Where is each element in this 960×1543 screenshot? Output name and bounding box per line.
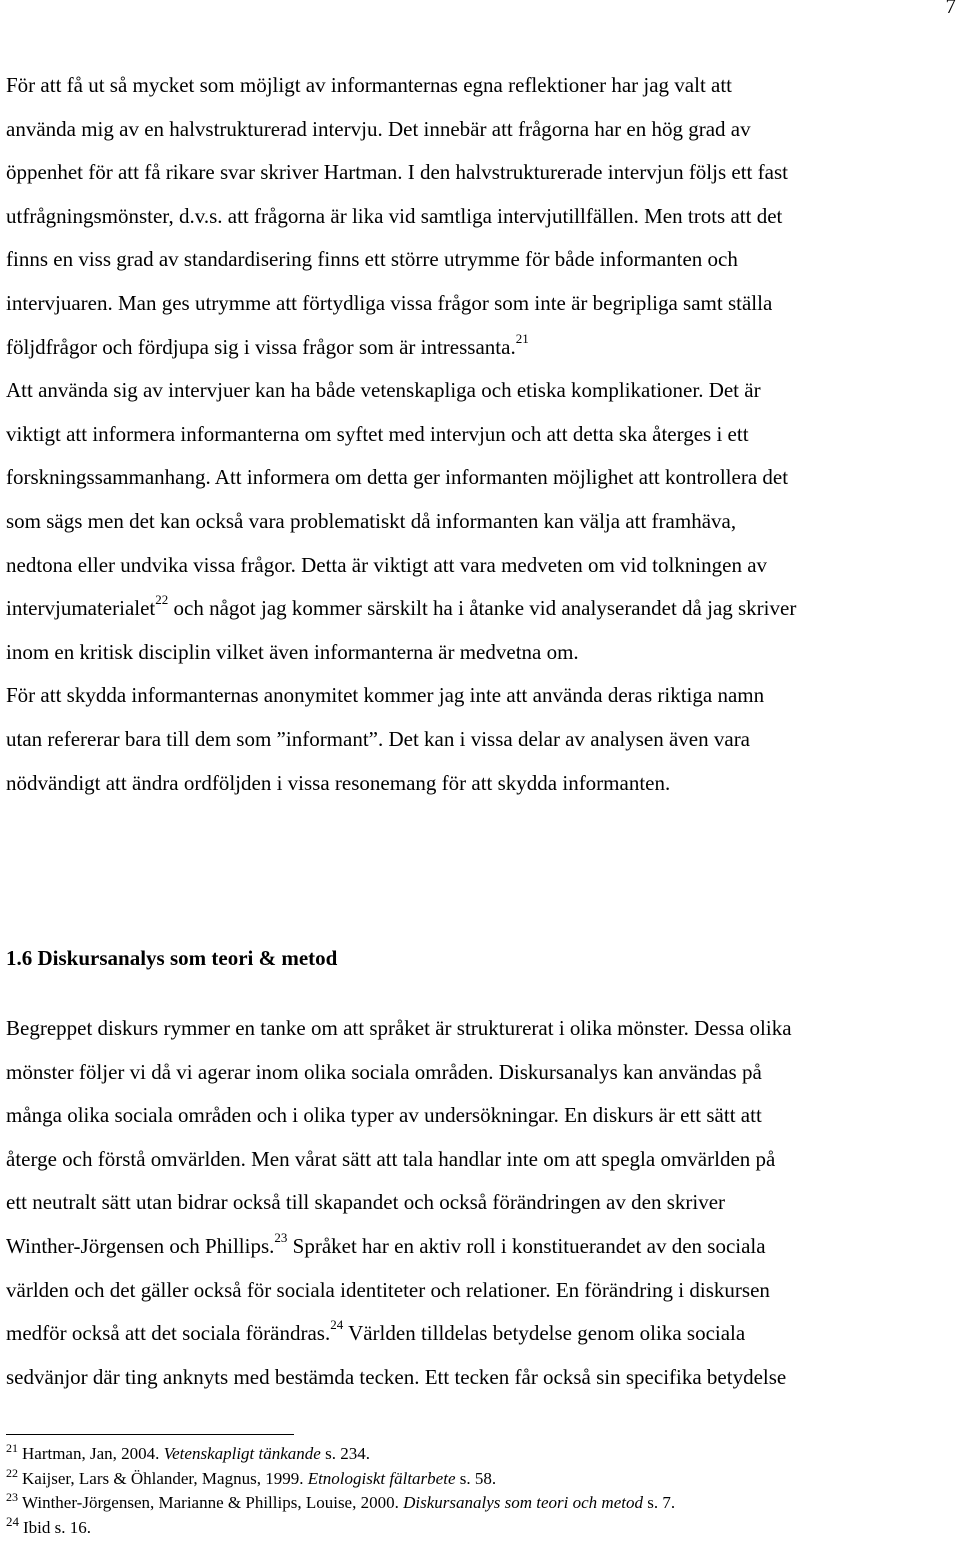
footnote-text: Winther-Jörgensen, Marianne & Phillips, Louise, 2000. [22,1493,404,1512]
footnote-24 [6,1513,675,1541]
footnote-divider [6,1434,294,1435]
text-line: För att få ut så mycket som möjligt av informanternas egna reflektioner har jag valt att [6,73,733,97]
footnote-ref-22[interactable]: 22 [155,592,169,608]
text-line: använda mig av en halvstrukturerad intervju. Det innebär att frågorna har en hög grad av [6,116,751,141]
text-line: inom en kritisk disciplin vilket även informanterna är medvetna om. [6,639,579,664]
text-line: sedvänjor där ting anknyts med bestämda tecken. Ett tecken får också sin specifika betydelse [6,1364,787,1389]
section-heading: 1.6 Diskursanalys som teori & metod [6,946,338,970]
text-line: som sägs men det kan också vara problematiskt då informanten kan välja att framhäva, [6,508,737,533]
text-line: nödvändigt att ändra ordföljden i vissa resonemang för att skydda informanten. [6,770,671,795]
footnotes [6,1442,675,1540]
footnote-text: Kaijser, Lars & Öhlander, Magnus, 1999. [22,1468,308,1488]
text-line [6,587,960,631]
text-line: utan refererar bara till dem som ”informant”. Det kan i vissa delar av analysen även vara [6,726,751,751]
footnote-text: s. 7. [642,1493,676,1512]
footnote-number: 21 [6,1441,18,1455]
page-number: 7 [945,0,956,18]
footnote-21 [6,1442,675,1467]
text-line: Begreppet diskurs rymmer en tanke om att språket är strukturerat i olika mönster. Dessa olika [6,1016,792,1040]
footnote-ref-24[interactable]: 24 [330,1317,344,1333]
text-fragment: och något jag kommer särskilt ha i åtanke vid analyserandet då jag skriver [168,596,797,621]
text-line: världen och det gäller också för sociala identiteter och relationer. En förändring i diskursen [6,1277,770,1302]
text-fragment: intervjumaterialet [6,596,156,621]
footnote-22 [6,1467,675,1492]
footnote-number: 23 [6,1490,18,1504]
text-line: finns en viss grad av standardisering finns ett större utrymme för både informanten och [6,247,738,272]
text-line: forskningssammanhang. Att informera om detta ger informanten möjlighet att kontrollera det [6,465,789,490]
body-paragraph-discourse-analysis [6,1007,960,1399]
text-line: intervjuaren. Man ges utrymme att förtydliga vissa frågor som inte är begripliga samt ställa [6,290,773,315]
footnote-title: Vetenskapligt tänkande [163,1444,321,1463]
text-line: För att skydda informanternas anonymitet kommer jag inte att använda deras riktiga namn [6,683,765,708]
text-line [6,1225,960,1269]
text-line: viktigt att informera informanterna om syftet med intervjun och att detta ska återges i ett [6,421,749,446]
footnote-text: Ibid s. 16. [23,1517,91,1537]
footnote-text: Hartman, Jan, 2004. [22,1444,164,1463]
text-fragment: Winther-Jörgensen och Phillips. [6,1233,275,1258]
text-line: ett neutralt sätt utan bidrar också till skapandet och också förändringen av den skriver [6,1190,726,1215]
footnote-ref-21[interactable]: 21 [515,330,529,346]
text-fragment: Världen tilldelas betydelse genom olika sociala [343,1321,746,1346]
text-line: öppenhet för att få rikare svar skriver Hartman. I den halvstrukturerade intervjun följs ett fast [6,160,788,185]
text-line: utfrågningsmönster, d.v.s. att frågorna är lika vid samtliga intervjutillfällen. Men trots att det [6,203,783,228]
text-line: återge och förstå omvärlden. Men vårat sätt att tala handlar inte om att spegla omvärlden på [6,1146,776,1171]
footnote-number: 22 [6,1465,18,1480]
text-fragment: Språket har en aktiv roll i konstituerandet av den sociala [287,1233,766,1258]
text-line: mönster följer vi då vi agerar inom olika sociala områden. Diskursanalys kan användas på [6,1059,762,1084]
footnote-title: Diskursanalys som teori och metod [403,1493,643,1512]
text-line [6,1312,960,1356]
footnote-ref-23[interactable]: 23 [274,1229,288,1245]
footnote-number: 24 [6,1513,19,1529]
footnote-title: Etnologiskt fältarbete [307,1468,456,1488]
footnote-text: s. 234. [320,1444,370,1463]
body-paragraph-interview-method [6,64,960,805]
text-line: Att använda sig av intervjuer kan ha både vetenskapliga och etiska komplikationer. Det är [6,378,761,403]
footnote-23 [6,1491,675,1516]
text-line: många olika sociala områden och i olika typer av undersökningar. En diskurs är ett sätt att [6,1103,762,1128]
text-line [6,326,960,370]
text-fragment: följdfrågor och fördjupa sig i vissa frågor som är intressanta. [6,334,516,359]
text-fragment: medför också att det sociala förändras. [6,1321,331,1346]
footnote-text: s. 58. [455,1468,497,1488]
text-line: nedtona eller undvika vissa frågor. Detta är viktigt att vara medveten om vid tolkningen av [6,552,768,577]
